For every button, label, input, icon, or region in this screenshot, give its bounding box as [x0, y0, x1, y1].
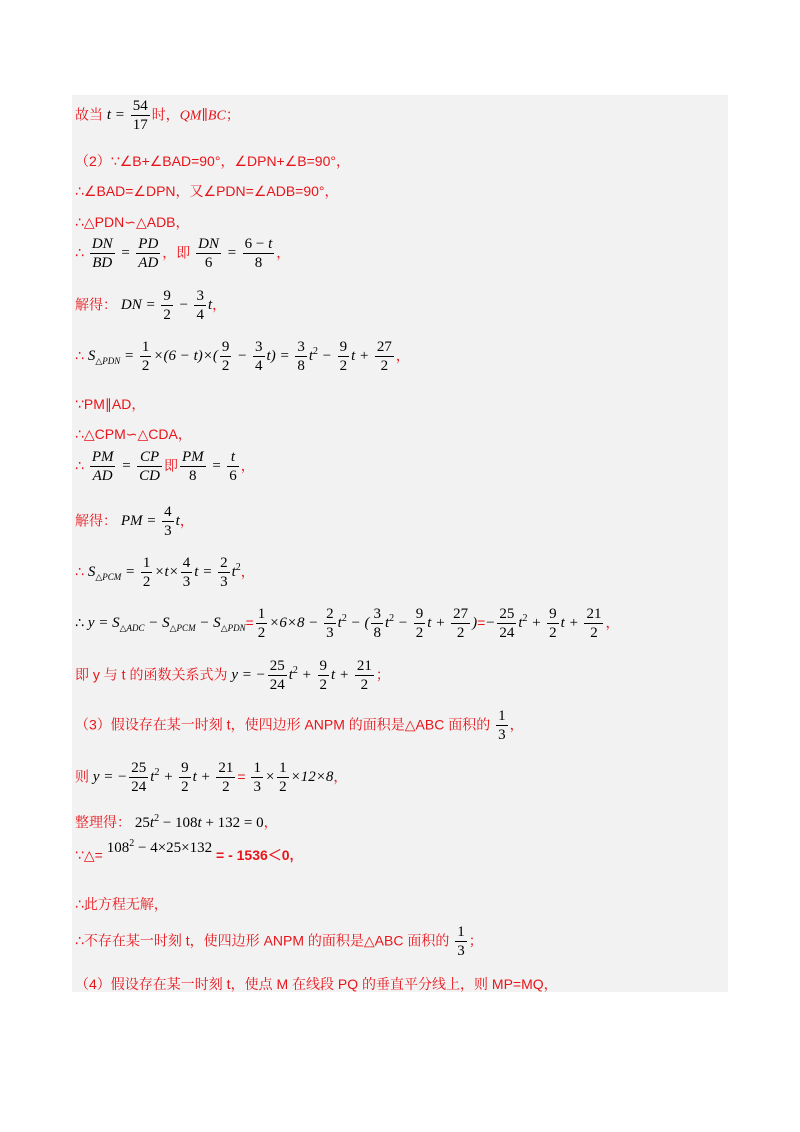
math-discriminant-expr: $108^2 - 4\times 25\times 132$: [106, 838, 213, 856]
math-y-function: y = − $\frac{25}{24}$ $t^2$ + $\frac{9}{2}$ t + $\frac{21}{2}$: [231, 658, 372, 693]
math-y-def: $y = S_{\triangle ADC} - S_{\triangle PCM} - S_{\triangle PDN}$: [87, 615, 246, 634]
text-comma: ，: [240, 563, 255, 580]
line-10: [75, 450, 255, 484]
math-y-expand: $\frac{1}{2}$ ×6×8 − $\frac{2}{3}$ $t^2$ − ( $\frac{3}{8}$ $t^2$ − $\frac{9}{2}$ t + $\frac{27}{2}$ ): [257, 606, 478, 641]
math-y-result: − $\frac{25}{24}$ $t^2$ + $\frac{9}{2}$ t + $\frac{21}{2}$: [485, 606, 602, 641]
therefore-symbol: ∴: [75, 347, 84, 364]
therefore-symbol: ∴: [75, 614, 84, 631]
line-15: [75, 709, 524, 743]
text-discriminant-result: = - 1536＜0,: [216, 847, 294, 863]
line-17: [75, 812, 278, 832]
line-16: [75, 761, 347, 795]
text-eq: =: [477, 614, 486, 631]
math-quadratic: $25t^2 - 108t + 132 = 0$: [134, 813, 264, 831]
line-9: ∴△CPM∽△CDA，: [75, 426, 192, 442]
text-comma: ，: [395, 347, 410, 364]
text-comma: ，: [212, 296, 227, 313]
text-comma: ，: [333, 768, 348, 785]
text-relation: 即 y 与 t 的函数关系式为: [75, 666, 228, 683]
math-ratio-dn-bd: $\frac{DN}{BD}$ = $\frac{PD}{AD}$: [91, 236, 159, 271]
text-semicolon: ；: [225, 106, 240, 123]
line-19: ∴此方程无解，: [75, 896, 168, 912]
therefore-symbol: ∴: [75, 244, 84, 261]
text-ji: ，即: [162, 244, 191, 261]
line-21: （4）假设存在某一时刻 t，使点 M 在线段 PQ 的垂直平分线上，则 MP=MQ，: [75, 976, 558, 992]
line-6: [75, 289, 226, 323]
line-14: [75, 659, 390, 693]
math-one-third: $\frac{1}{3}$: [457, 924, 465, 959]
line-13: [75, 607, 619, 641]
math-ratio-pm-8: $\frac{PM}{8}$ = $\frac{t}{6}$: [181, 449, 237, 484]
text-simplify: 整理得：: [75, 814, 131, 830]
text-prefix: 故当: [75, 106, 103, 123]
math-qm-parallel-bc: QM∥BC: [179, 108, 226, 124]
text-solve: 解得：: [75, 512, 117, 529]
line-1: [75, 99, 240, 133]
math-area-pdn: $S_{\triangle PDN}$ = $\frac{1}{2}$ ×(6 − t)×( $\frac{9}{2}$ − $\frac{3}{4}$ t) = $\frac{3}{8}$ $t^2$ − $\frac{9}{2}$ t + $\frac{27}{2}$: [87, 339, 392, 374]
text-semicolon: ；: [375, 666, 390, 683]
math-area-pcm: $S_{\triangle PCM}$ = $\frac{1}{2}$ ×t× $\frac{4}{3}$ t = $\frac{2}{3}$ $t^2$: [87, 555, 241, 590]
math-y-lhs: y = − $\frac{25}{24}$ $t^2$ + $\frac{9}{2}$ t + $\frac{21}{2}$: [92, 760, 234, 795]
line-11: [75, 505, 194, 539]
math-ratio-pm-ad: $\frac{PM}{AD}$ = $\frac{CP}{CD}$: [91, 449, 160, 484]
line-18: [75, 838, 294, 865]
text-eq: =: [237, 768, 246, 785]
text-comma: ，: [179, 512, 194, 529]
line-5: [75, 237, 290, 271]
text-ji: 即: [163, 457, 178, 474]
math-ratio-dn-6: $\frac{DN}{6}$ = $\frac{6 - t}{8}$: [198, 236, 273, 271]
text-comma: ，: [276, 244, 291, 261]
math-t-fraction: t = $\frac{54}{17}$: [106, 98, 148, 133]
therefore-symbol: ∴: [75, 457, 84, 474]
line-12: [75, 556, 255, 590]
line-8: ∵PM∥AD，: [75, 396, 146, 412]
math-area-third: $\frac{1}{3}$ × $\frac{1}{2}$ ×12×8: [253, 760, 334, 795]
text-solve: 解得：: [75, 296, 117, 313]
text-comma: ，: [509, 716, 524, 733]
line-7: [75, 340, 410, 374]
line-2: （2）∵∠B+∠BAD=90°，∠DPN+∠B=90°，: [75, 153, 350, 169]
line-3: ∴∠BAD=∠DPN，又∠PDN=∠ADB=90°，: [75, 183, 339, 199]
math-one-third: $\frac{1}{3}$: [498, 708, 506, 743]
math-dn-value: DN = $\frac{9}{2}$ − $\frac{3}{4}$ t: [120, 288, 213, 323]
line-20: [75, 925, 483, 959]
text-assume-3: （3）假设存在某一时刻 t，使四边形 ANPM 的面积是△ABC 面积的: [75, 716, 491, 733]
line-4: ∴△PDN∽△ADB，: [75, 214, 190, 230]
text-eq: =: [245, 614, 254, 631]
text-semicolon: ；: [468, 932, 483, 949]
math-pm-value: PM = $\frac{4}{3}$ t: [120, 504, 180, 539]
text-comma: ，: [605, 614, 620, 631]
text-shi: 时，: [151, 106, 180, 123]
text-discriminant: ∵△=: [75, 847, 103, 863]
text-then: 则: [75, 768, 89, 785]
text-comma: ，: [263, 814, 278, 830]
therefore-symbol: ∴: [75, 563, 84, 580]
text-conclusion-3: ∴不存在某一时刻 t，使四边形 ANPM 的面积是△ABC 面积的: [75, 932, 450, 949]
text-comma: ，: [240, 457, 255, 474]
